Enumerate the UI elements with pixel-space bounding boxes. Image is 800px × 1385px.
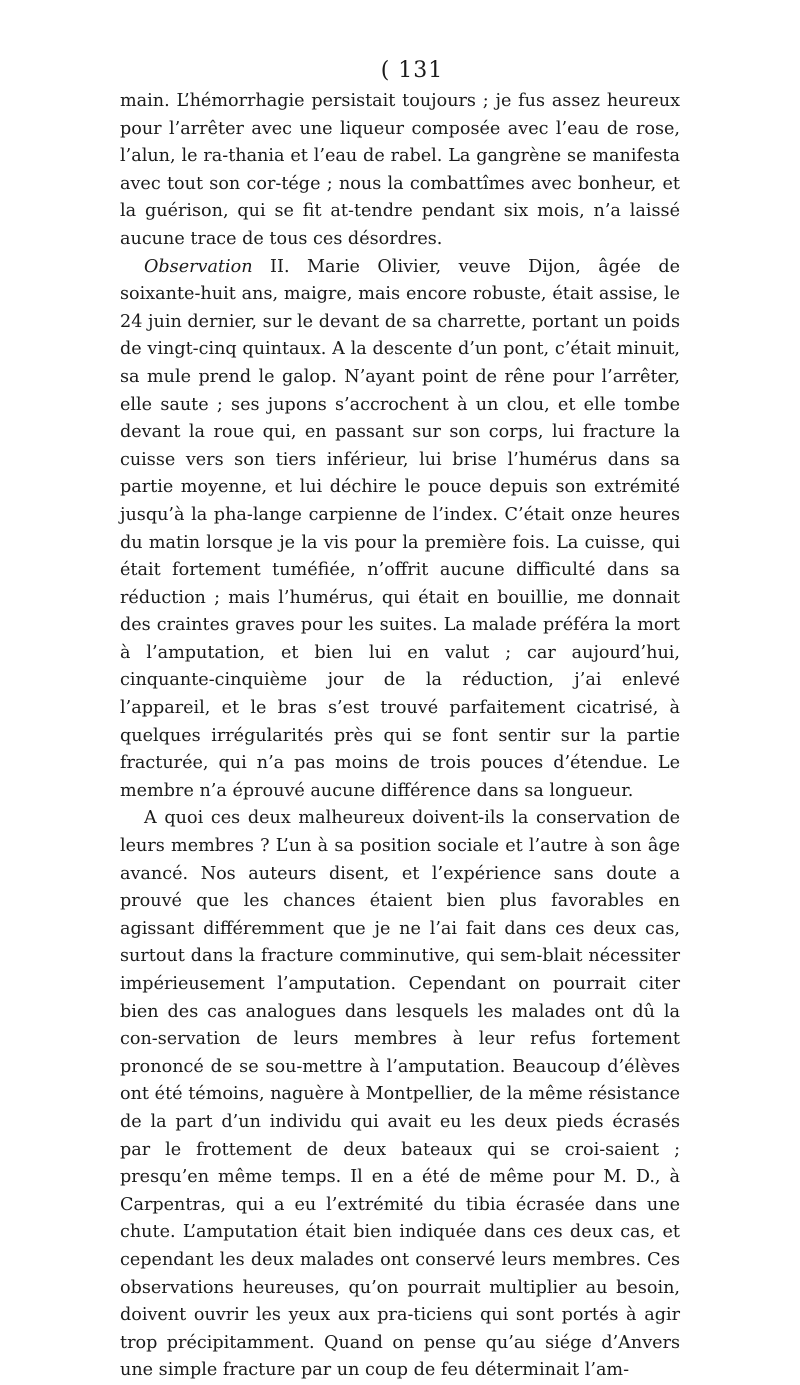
paragraph-2 (120, 254, 680, 806)
observation-label: Observation (144, 256, 253, 277)
paragraph-1: main. L’hémorrhagie persistait toujours ; je fus assez heureux pour l’arrêter avec une liqueur composée avec l’eau de rose, l’alun, le ra-thania et l’eau de rabel. La gangrène se manifesta avec tout son cor-tége ; nous la combattîmes avec bonheur, et la guérison, qui se fit at-tendre pendant six mois, n’a laissé aucune trace de tous ces désordres. (120, 91, 680, 249)
book-page (120, 56, 680, 1385)
paragraph-3: A quoi ces deux malheureux doivent-ils la conservation de leurs membres ? L’un à sa position sociale et l’autre à son âge avancé. Nos auteurs disent, et l’expérience sans doute a prouvé que les chances étaient bien plus favorables en agissant différemment que je ne l’ai fait dans ces deux cas, surtout dans la fracture comminutive, qui sem-blait nécessiter impérieusement l’amputation. Cependant on pourrait citer bien des cas analogues dans lesquels les malades ont dû la con-servation de leurs membres à leur refus fortement prononcé de se sou-mettre à l’amputation. Beaucoup d’élèves ont été témoins, naguère à Montpellier, de la même résistance de la part d’un individu qui avait eu les deux pieds écrasés par le frottement de deux bateaux qui se croi-saient ; presqu’en même temps. Il en a été de même pour M. D., à Carpentras, qui a eu l’extrémité du tibia écrasée dans une chute. L’amputation était bien indiquée dans ces deux cas, et cependant les deux malades ont conservé leurs membres. Ces observations heureuses, qu’on pourrait multiplier au besoin, doivent ouvrir les yeux aux pra-ticiens qui sont portés à agir trop précipitamment. Quand on pense qu’au siége d’Anvers une simple fracture par un coup de feu déterminait l’am- (120, 808, 680, 1381)
paragraph-2-text: II. Marie Olivier, veuve Dijon, âgée de soixante-huit ans, maigre, mais encore robuste, était assise, le 24 juin dernier, sur le devant de sa charrette, portant un poids de vingt-cinq quintaux. A la descente d’un pont, c’était minuit, sa mule prend le galop. N’ayant point de rêne pour l’arrêter, elle saute ; ses jupons s’accrochent à un clou, et elle tombe devant la roue qui, en passant sur son corps, lui fracture la cuisse vers son tiers inférieur, lui brise l’humérus dans sa partie moyenne, et lui déchire le pouce depuis son extrémité jusqu’à la pha-lange carpienne de l’index. C’était onze heures du matin lorsque je la vis pour la première fois. La cuisse, qui était fortement tuméfiée, n’offrit aucune difficulté dans sa réduction ; mais l’humérus, qui était en bouillie, me donnait des craintes graves pour les suites. La malade préféra la mort à l’amputation, et bien lui en valut ; car aujourd’hui, cinquante-cinquième jour de la réduction, j’ai enlevé l’appareil, et le bras s’est trouvé parfaitement cicatrisé, à quelques irrégularités près qui se font sentir sur la partie fracturée, qui n’a pas moins de trois pouces d’étendue. Le membre n’a éprouvé aucune différence dans sa longueur. (120, 256, 680, 801)
page-number: ( 131 (380, 58, 444, 83)
